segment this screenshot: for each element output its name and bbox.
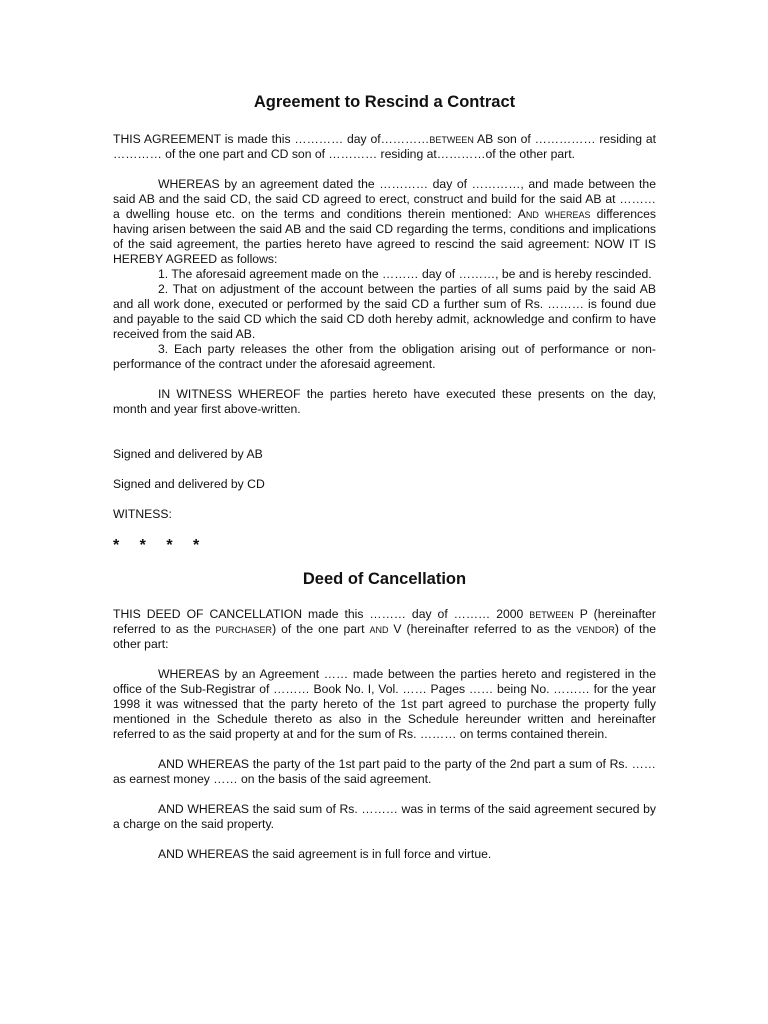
signature-line-ab: Signed and delivered by AB <box>113 447 263 461</box>
small-caps-run: between <box>529 607 574 621</box>
text-run: AB son of …………… residing at ………… of the one part and CD son of ………… residing at…………of the other part. <box>113 132 656 161</box>
agreement-clause-3: 3. Each party releases the other from the obligation arising out of performance or non-performance of the contract under the aforesaid agreement. <box>113 342 656 371</box>
agreement-opening-paragraph <box>113 132 656 162</box>
agreement-title: Agreement to Rescind a Contract <box>253 93 516 111</box>
section-separator: * * * * <box>113 537 208 554</box>
small-caps-run: And whereas <box>517 207 591 221</box>
deed-earnest-money-paragraph: AND WHEREAS the party of the 1st part paid to the party of the 2nd part a sum of Rs. …… as earnest money …… on the basis of the said agreement. <box>113 757 656 786</box>
deed-force-paragraph: AND WHEREAS the said agreement is in full force and virtue. <box>158 847 492 861</box>
agreement-clause-1: 1. The aforesaid agreement made on the ……… day of ………, be and is hereby rescinded. <box>158 267 652 281</box>
signature-line-cd: Signed and delivered by CD <box>113 477 265 491</box>
deed-whereas-paragraph: WHEREAS by an Agreement …… made between the parties hereto and registered in the office of the Sub-Registrar of ……… Book No. I, Vol. …… Pages …… being No. ……… for the year 1998 it was witnessed that the party hereto of the 1st part agreed to purchase the property fully mentioned in the Schedule thereto as also in the Schedule hereunder written and hereinafter referred to as the said property at and for the sum of Rs. ……… on terms contained therein. <box>113 667 656 741</box>
witness-label: WITNESS: <box>113 507 172 521</box>
text-run: P (hereinafter referred to as the <box>113 607 656 636</box>
small-caps-run: vendor <box>576 622 615 636</box>
agreement-whereas-paragraph <box>113 177 656 267</box>
witness-clause: IN WITNESS WHEREOF the parties hereto have executed these presents on the day, month and year first above-written. <box>113 387 656 416</box>
text-run: WHEREAS by an agreement dated the ………… day of …………, and made between the said AB and the said CD, the said CD agreed to erect, construct and build for the said AB at ……… a dwelling house etc. on the terms and conditions therein mentioned: <box>113 177 656 221</box>
text-run: ) of the one part <box>272 622 370 636</box>
agreement-clause-2: 2. That on adjustment of the account between the parties of all sums paid by the said AB and all work done, executed or performed by the said CD a further sum of Rs. ……… is found due and payable to the said CD which the said CD doth hereby admit, acknowledge and confirm to have received from the said AB. <box>113 282 656 341</box>
small-caps-run: and <box>369 622 389 636</box>
deed-title: Deed of Cancellation <box>302 570 467 588</box>
text-run: THIS AGREEMENT is made this ………… day of………… <box>113 132 430 146</box>
deed-opening-paragraph <box>113 607 656 652</box>
text-run: ) of the other part: <box>113 622 657 651</box>
small-caps-run: purchaser <box>215 622 273 636</box>
small-caps-run: between <box>429 132 474 146</box>
text-run: differences having arisen between the said AB and the said CD regarding the terms, conditions and implications of the said agreement, the parties hereto have agreed to rescind the said agreement: NOW IT IS HEREBY AGREED as follows: <box>113 207 656 266</box>
text-run: THIS DEED OF CANCELLATION made this ……… day of ……… 2000 <box>113 607 530 621</box>
deed-charge-paragraph: AND WHEREAS the said sum of Rs. ……… was in terms of the said agreement secured by a charge on the said property. <box>113 802 656 831</box>
document-page <box>113 92 656 862</box>
text-run: V (hereinafter referred to as the <box>388 622 577 636</box>
